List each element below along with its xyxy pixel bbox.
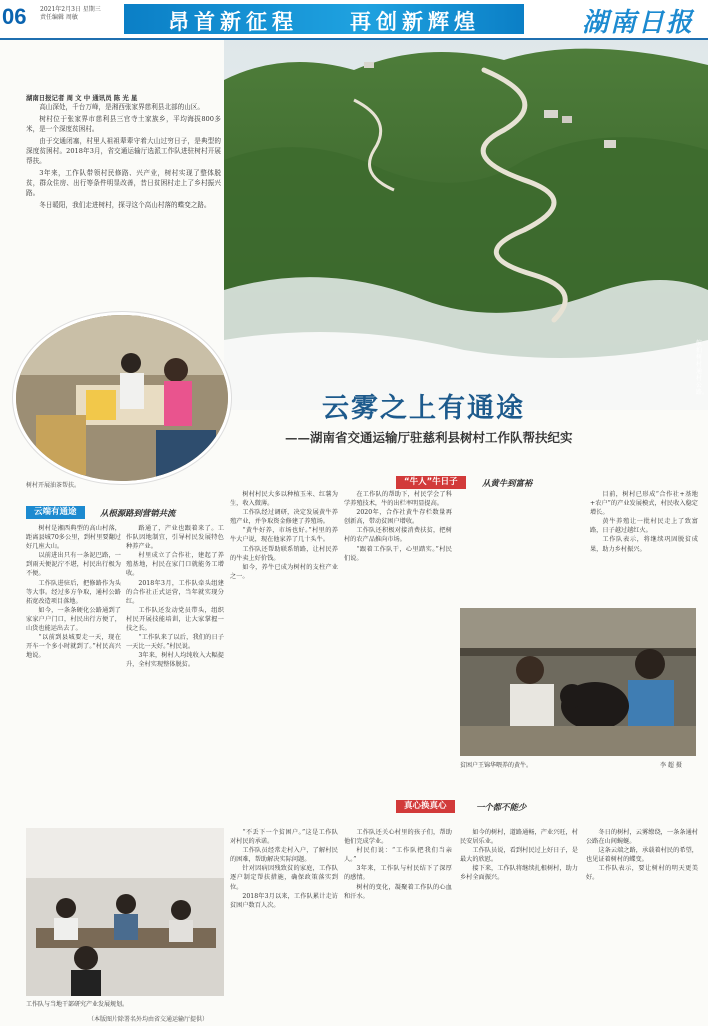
cattle-photo-credit: 李 超 摄 — [660, 762, 682, 769]
cattle-photo-illustration — [460, 608, 696, 756]
banner-right-slogan: 再创新辉煌 — [350, 10, 480, 34]
page-number: 06 — [2, 4, 27, 29]
section2-column-2 — [344, 490, 452, 790]
paragraph: “不丢下一个贫困户。”这是工作队对村民的承诺。 — [230, 829, 338, 846]
paragraph: 树村是湘西典型的高山村落，距离县城70多公里，到村里要翻过好几座大山。 — [26, 525, 121, 551]
section-label: “牛人”牛日子 — [396, 476, 466, 489]
section3-column-3 — [460, 828, 578, 1008]
cattle-photo-caption: 贫困户王锦华喂养的黄牛。 — [460, 762, 533, 769]
paragraph: 2018年3月，工作队牵头组建的合作社正式运营，当年就实现分红。 — [126, 579, 224, 605]
paragraph: 黄牛养殖让一批村民走上了致富路，日子越过越红火。 — [590, 518, 698, 535]
newspaper-logo: 湖南日报 — [581, 8, 694, 38]
paragraph: 工作队员说，看到村民过上好日子，是最大的欣慰。 — [460, 847, 578, 864]
paragraph: 工作队还发动党员带头，组织村民开展技能培训，让大家掌握一技之长。 — [126, 606, 224, 633]
paragraph: 如今，一条条硬化公路通到了家家户户门口，村民出行方便了，山货也能运出去了。 — [26, 606, 121, 633]
paragraph: 树村的变化，凝聚着工作队的心血和汗水。 — [344, 883, 452, 900]
paragraph: 接下来，工作队将继续扎根树村，助力乡村全面振兴。 — [460, 865, 578, 882]
intro-paragraph: 由于交通闭塞，村里人祖祖辈辈守着大山过穷日子，是典型的深度贫困村。2018年3月，省交通运输厅选派工作队进驻树村开展帮扶。 — [26, 137, 221, 165]
paragraph: 工作队还积极对接消费扶贫，把树村的农产品推向市场。 — [344, 527, 452, 544]
paragraph: 如今的树村，道路通畅，产业兴旺，村民安居乐业。 — [460, 829, 578, 846]
intro-paragraph: 树村位于张家界市慈利县三官寺土家族乡，平均海拔800多米，是一个深度贫困村。 — [26, 115, 221, 133]
section-header-transport — [26, 506, 224, 519]
paragraph: 3年来，树村人均纯收入大幅提升，全村实现整体脱贫。 — [126, 652, 224, 669]
issue-date: 2021年2月3日 星期三 — [40, 6, 101, 13]
mountain-road-illustration — [224, 40, 708, 410]
paragraph: 工作队还帮助联系销路，让村民养的牛卖上好价钱。 — [230, 545, 338, 562]
paragraph: 如今，养牛已成为树村的支柱产业之一。 — [230, 563, 338, 580]
paragraph: 树村村民大多以种植玉米、红薯为生，收入微薄。 — [230, 491, 338, 508]
circle-photo-caption: 树村开展油茶帮扶。 — [26, 482, 81, 489]
section2-column-1 — [230, 490, 338, 790]
paragraph: 以前进出只有一条泥巴路，一到雨天便泥泞不堪，村民出行极为不便。 — [26, 552, 121, 578]
paragraph: 工作队员经常走村入户，了解村民的困难，帮助解决实际问题。 — [230, 847, 338, 864]
paragraph: 这条云端之路，承载着村民的希望，也见证着树村的蝶变。 — [586, 847, 698, 864]
circle-photo — [13, 312, 231, 484]
byline: 湖南日报记者 周 文 中 通讯员 陈 光 星 — [26, 94, 138, 102]
section3-column-1 — [230, 828, 338, 1008]
issue-meta — [40, 6, 120, 22]
paragraph: 在工作队的帮助下，村民学会了科学养殖技术，牛的出栏率明显提高。 — [344, 491, 452, 508]
intro-paragraph: 3年来，工作队带领村民修路、兴产业，树村实现了整体脱贫，群众住房、出行等条件明显改善，昔日贫困村走上了乡村振兴路。 — [26, 169, 221, 197]
cattle-photo — [460, 608, 696, 756]
paragraph: 冬日的树村，云雾缭绕，一条条通村公路在山间蜿蜒。 — [586, 829, 698, 846]
theme-banner — [124, 4, 524, 34]
intro-text — [26, 102, 221, 212]
paragraph: “工作队来了以后，我们的日子一天比一天好。”村民说。 — [126, 634, 224, 651]
paragraph: 3年来，工作队与村民结下了深厚的感情。 — [344, 865, 452, 882]
meeting-photo — [26, 828, 224, 996]
meeting-photo-caption: 工作队与当地干部研究产业发展规划。 — [26, 1001, 129, 1008]
paragraph: 村里成立了合作社，建起了养殖基地，村民在家门口就能务工增收。 — [126, 552, 224, 578]
paragraph: 工作队还关心村里的孩子们，帮助他们完成学业。 — [344, 829, 452, 846]
section-header-cattle — [396, 476, 696, 489]
paragraph: 工作队经过调研，决定发展黄牛养殖产业，并争取资金修建了养殖场。 — [230, 509, 338, 526]
paragraph: 路通了，产业也跟着来了。工作队因地制宜，引导村民发展特色种养产业。 — [126, 525, 224, 551]
paragraph: “跟着工作队干，心里踏实。”村民们说。 — [344, 545, 452, 562]
paragraph: 目前，树村已形成“合作社+基地+农户”的产业发展模式，村民收入稳定增长。 — [590, 491, 698, 517]
paragraph: 工作队表示，要让树村的明天更美好。 — [586, 865, 698, 882]
page-header — [0, 0, 708, 40]
intro-paragraph: 高山深处，千台万峰，是湘西张家界慈利县北部的山区。 — [39, 103, 205, 111]
paragraph: 2020年，合作社黄牛存栏数量再创新高，带动贫困户增收。 — [344, 509, 452, 526]
footer-note: （本版图片除署名外均由省交通运输厅提供） — [88, 1016, 209, 1023]
section3-column-4 — [586, 828, 698, 1008]
banner-left-slogan: 昂首新征程 — [168, 10, 298, 34]
paragraph: 针对因病因残致贫的家庭，工作队逐户制定帮扶措施，确保政策落实到位。 — [230, 865, 338, 891]
section3-column-2 — [344, 828, 452, 1008]
meeting-photo-illustration — [26, 828, 224, 996]
section-header-heart — [396, 800, 696, 813]
section-tagline: 从黄牛到富裕 — [482, 478, 533, 488]
side-photo-caption: 航拍树村通村公路。 — [696, 340, 708, 396]
article-title: 云雾之上有通途 — [322, 393, 525, 424]
paragraph: 2018年3月以来，工作队累计走访贫困户数百人次。 — [230, 892, 338, 909]
paragraph: 工作队进驻后，把修路作为头等大事。经过多方争取，通村公路拓宽改造项目落地。 — [26, 579, 121, 605]
section2-column-3 — [590, 490, 698, 600]
paragraph: 工作队表示，将继续巩固脱贫成果，助力乡村振兴。 — [590, 536, 698, 553]
mountain-road-photo — [224, 40, 708, 410]
paragraph: 村民们说：“工作队把我们当亲人。” — [344, 847, 452, 864]
section-tagline: 一个都不能少 — [476, 802, 527, 812]
paragraph: “黄牛好养，市场也好。”村里的养牛大户说，现在他家养了几十头牛。 — [230, 527, 338, 544]
circle-photo-illustration — [16, 315, 228, 481]
section-tagline: 从根源路到营销共流 — [100, 508, 176, 518]
section-label: 真心换真心 — [396, 800, 455, 813]
section-label: 云端有通途 — [26, 506, 85, 519]
intro-paragraph: 冬日暖阳，我们走进树村，探寻这个高山村落的蝶变之路。 — [39, 201, 211, 209]
issue-editor: 责任编辑 周敏 — [40, 14, 78, 21]
section1-column-2 — [126, 524, 224, 824]
article-subtitle: ——湖南省交通运输厅驻慈利县树村工作队帮扶纪实 — [285, 430, 573, 445]
paragraph: “以前到县城要走一天，现在开车一个多小时就到了。”村民高兴地说。 — [26, 634, 121, 660]
